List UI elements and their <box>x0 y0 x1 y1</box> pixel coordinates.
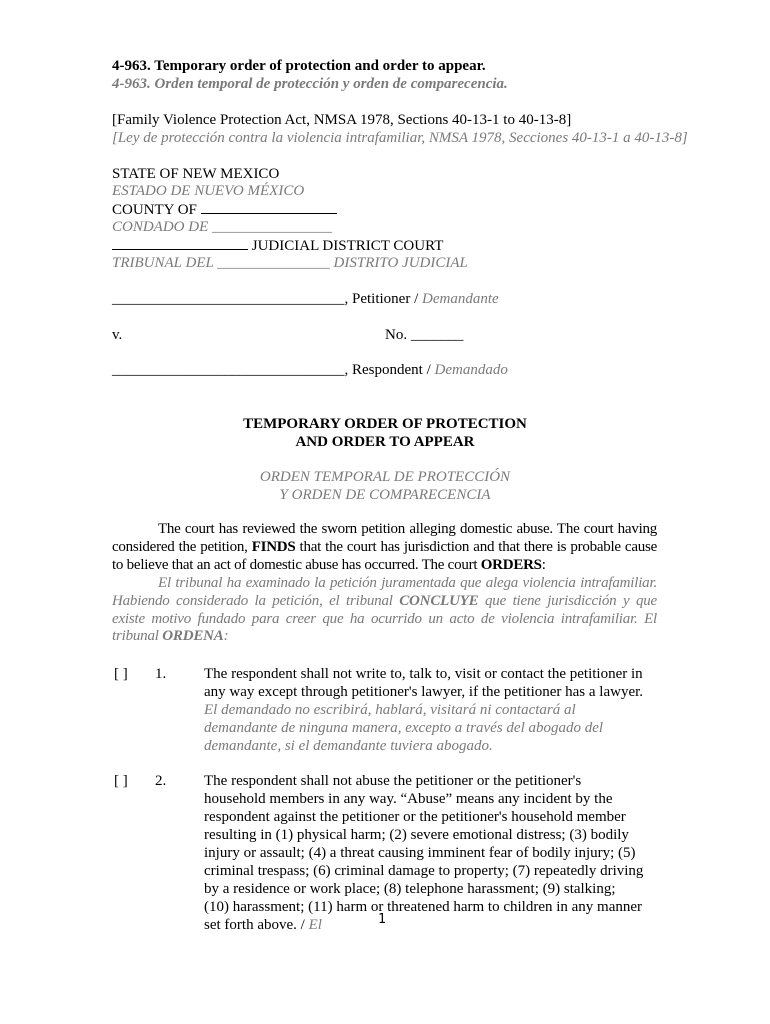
item-2-text-es: El <box>308 917 322 933</box>
respondent-line <box>112 361 508 379</box>
finds-keyword: FINDS <box>251 538 296 555</box>
findings-paragraph-en: The court has reviewed the sworn petition alleging domestic abuse. The court having considered the petition, FINDS that the court has jurisdiction and that there is probable cause to believe that an act of domestic abuse has occurred. The court ORDERS: <box>112 521 657 573</box>
county-label-es: CONDADO DE ________________ <box>112 219 332 235</box>
item-2-text-en: The respondent shall not abuse the petitioner or the petitioner's household members in any way. “Abuse” means any incident by the respondent against the petitioner or the petitioner's household member resulting in (1) physical harm; (2) severe emotional distress; (3) bodily injury or assault; (4) a threat causing imminent fear of bodily injury; (5) criminal trespass; (6) criminal damage to property; (7) repeatedly driving by a residence or work place; (8) telephone harassment; (9) stalking; (10) harassment; (11) harm or threatened harm to children in any manner set forth above. / <box>204 773 644 933</box>
statute-citation-es: [Ley de protección contra la violencia intrafamiliar, NMSA 1978, Secciones 40-13-1 a 40-13-8] <box>112 130 688 146</box>
rule-title-es: 4-963. Orden temporal de protección y orden de comparecencia. <box>112 76 508 92</box>
district-court-label: JUDICIAL DISTRICT COURT <box>248 238 444 254</box>
findings-paragraph-es: El tribunal ha examinado la petición juramentada que alega violencia intrafamiliar. Habiendo considerado la petición, el tribunal CONCLUYE que tiene jurisdicción y que existe motivo fundado para creer que ha ocurrido un acto de violencia intrafamiliar. El tribunal ORDENA: <box>112 575 657 645</box>
respondent-label-es: Demandado <box>434 362 508 378</box>
item-1-text-en: The respondent shall not write to, talk to, visit or contact the petitioner in any way except through petitioner's lawyer, if the petitioner has a lawyer. <box>204 666 644 700</box>
case-number-field[interactable]: No. _______ <box>385 327 464 343</box>
statute-citation-en: [Family Violence Protection Act, NMSA 1978, Sections 40-13-1 to 40-13-8] <box>112 112 572 128</box>
petitioner-blank[interactable]: _______________________________, <box>112 291 349 307</box>
respondent-label-en: Respondent / <box>352 362 431 378</box>
respondent-blank[interactable]: _______________________________, <box>112 362 349 378</box>
petitioner-label-en: Petitioner / <box>352 291 419 307</box>
item-1-text <box>204 665 648 755</box>
page-number: 1 <box>378 912 386 927</box>
ordena-keyword: ORDENA <box>162 628 224 645</box>
district-blank[interactable] <box>112 236 248 250</box>
order-title-en-line1: TEMPORARY ORDER OF PROTECTION <box>243 416 527 432</box>
order-title-es-line1: ORDEN TEMPORAL DE PROTECCIÓN <box>259 469 511 485</box>
state-label-en: STATE OF NEW MEXICO <box>112 166 280 182</box>
county-blank[interactable] <box>201 200 337 214</box>
item-1-checkbox[interactable]: [ ] <box>114 666 128 682</box>
county-label: COUNTY OF <box>112 202 197 218</box>
district-court-label-es: TRIBUNAL DEL _______________ DISTRITO JUDICIAL <box>112 255 468 271</box>
petitioner-label-es: Demandante <box>422 291 499 307</box>
versus-label: v. <box>112 327 123 343</box>
orders-keyword: ORDERS <box>480 556 542 573</box>
item-2-text <box>204 772 644 934</box>
item-1-text-es: El demandado no escribirá, hablará, visitará ni contactará al demandante de ninguna manera, excepto a través del abogado del demandante, si el demandante tuviera abogado. <box>204 702 604 754</box>
petitioner-line <box>112 290 499 308</box>
order-title-en-line2: AND ORDER TO APPEAR <box>295 434 475 450</box>
state-label-es: ESTADO DE NUEVO MÉXICO <box>112 183 305 199</box>
concluye-keyword: CONCLUYE <box>399 592 479 609</box>
order-title-es-line2: Y ORDEN DE COMPARECENCIA <box>279 487 491 503</box>
item-1-number: 1. <box>155 666 167 682</box>
item-2-checkbox[interactable]: [ ] <box>114 773 128 789</box>
rule-title-en: 4-963. Temporary order of protection and order to appear. <box>112 58 486 74</box>
item-2-number: 2. <box>155 773 167 789</box>
district-court-line-en <box>112 236 443 255</box>
county-line-en <box>112 200 337 219</box>
